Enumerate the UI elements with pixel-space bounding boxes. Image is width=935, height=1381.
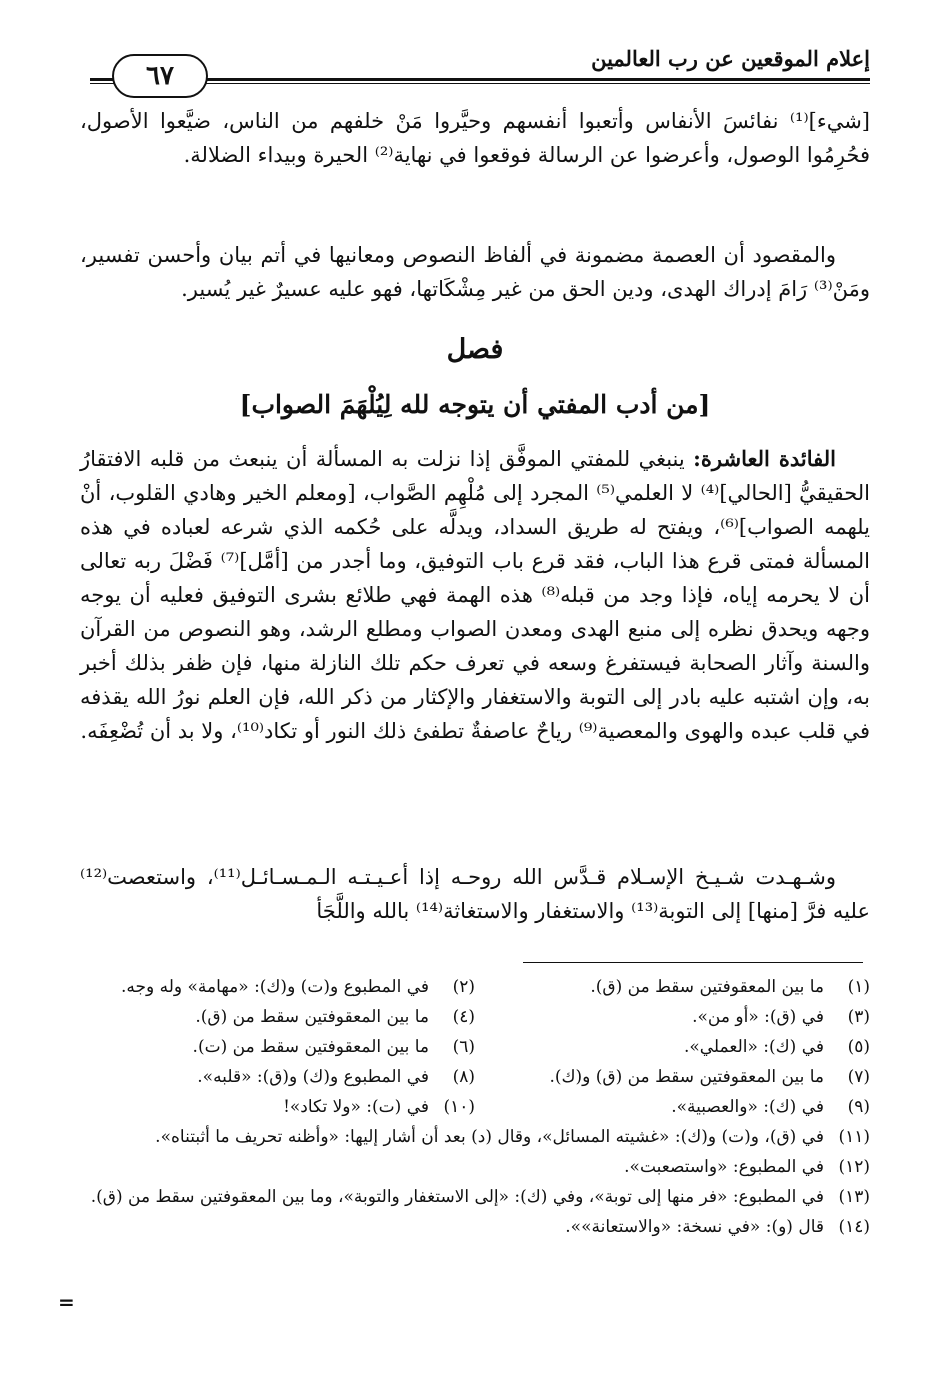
footnote-text: ما بين المعقوفتين سقط من (ق) و(ك). (549, 1067, 824, 1087)
footnote-9 (475, 1092, 870, 1122)
footnote-8 (80, 1062, 475, 1092)
footnote-text: في المطبوع: «فر منها إلى توبة»، وفي (ك): «إلى الاستغفار والتوبة»، وما بين المعقوفتين سقط من (ق). (90, 1187, 824, 1207)
paragraph-2: والمقصود أن العصمة مضمونة في ألفاظ النصوص ومعانيها في أتم بيان وأحسن تفسير، ومَنْ⁽³⁾ رَامَ إدراك الهدى، ودين الحق من غير مِشْكَاتها، فهو عليه عسيرٌ غير يُسير. (80, 243, 870, 301)
footnote-text: في (ق)، و(ت) و(ك): «غشيته المسائل»، وقال (د) بعد أن أشار إليها: «وأظنه تحريف ما أثبتناه». (155, 1127, 824, 1147)
footnote-number: (٧) (847, 1067, 870, 1087)
footnote-text: في المطبوع: «واستصعبت». (624, 1157, 824, 1177)
footnote-row (80, 1002, 870, 1032)
section-heading: فصل (446, 334, 504, 365)
footnote-7 (475, 1062, 870, 1092)
running-header (90, 40, 870, 100)
footnote-number: (٨) (452, 1067, 475, 1087)
footnote-text: في المطبوع و(ك) و(ق): «قلبه». (197, 1067, 429, 1087)
paragraph-4: وشـهـدت شـيـخ الإسـلام قـدَّس الله روحـه إذا أعـيـتـه الـمـسـائـل⁽¹¹⁾، واستعصت⁽¹²⁾ عليه فرَّ [منها] إلى التوبة⁽¹³⁾ والاستغفار والاستغاثة⁽¹⁴⁾ بالله واللَّجَأ (80, 865, 870, 923)
footnote-row (80, 1122, 870, 1152)
continuation-mark: = (58, 1290, 75, 1314)
footnote-text: في (ت): «ولا تكاد»! (283, 1097, 429, 1117)
footnote-number: (١٠) (443, 1097, 475, 1117)
footnote-number: (١٤) (838, 1217, 870, 1237)
header-rule-thin (90, 83, 870, 84)
footnote-text: في (ك): «والعصبية». (671, 1097, 824, 1117)
footnote-row (80, 1062, 870, 1092)
footnote-number: (٩) (847, 1097, 870, 1117)
footnote-14 (80, 1212, 870, 1242)
footnote-text: ما بين المعقوفتين سقط من (ق). (195, 1007, 429, 1027)
footnote-number: (٥) (847, 1037, 870, 1057)
footnote-text: في (ك): «العملي». (683, 1037, 824, 1057)
footnote-11 (80, 1122, 870, 1152)
footnote-separator (523, 962, 863, 963)
footnote-10 (80, 1092, 475, 1122)
footnote-text: في (ق): «أو من». (692, 1007, 824, 1027)
footnote-5 (475, 1032, 870, 1062)
footnote-6 (80, 1032, 475, 1062)
footnote-4 (80, 1002, 475, 1032)
footnote-13 (80, 1182, 870, 1212)
footnote-2 (80, 972, 475, 1002)
footnote-number: (١) (847, 977, 870, 997)
paragraph-3-text: ينبغي للمفتي الموفَّق إذا نزلت به المسألة أن ينبعث من قلبه الافتقارُ الحقيقيُّ [الحالي]⁽⁴⁾ لا العلمي⁽⁵⁾ المجرد إلى مُلْهِم الصَّواب، [ومعلم الخير وهادي القلوب، أنْ يلهمه الصواب]⁽⁶⁾، ويفتح له طريق السداد، ويدلَّه على حُكمه الذي شرعه لعباده في هذه المسألة فمتى قرع هذا الباب، فقد قرع باب التوفيق، وما أجدر من [أمَّل]⁽⁷⁾ فَضْلَ ربه تعالى أن لا يحرمه إياه، فإذا وجد من قبله⁽⁸⁾ هذه الهمة فهي طلائع بشرى التوفيق فعليه أن يوجه وجهه ويحدق نظره إلى منبع الهدى ومعدن الصواب ومطلع الرشد، وهو النصوص من القرآن والسنة وآثار الصحابة فيستفرغ وسعه في تعرف حكم تلك النازلة منها، فإن ظفر بذلك أخبر به، وإن اشتبه عليه بادر إلى التوبة والاستغفار والإكثار من ذكر الله، فإن العلم نورُ الله يقذفه في قلب عبده والهوى والمعصية⁽⁹⁾ رياحٌ عاصفةٌ تطفئ ذلك النور أو تكاد⁽¹⁰⁾، ولا بد أن تُضْعِفَه. (80, 447, 871, 743)
section-subheading: [من أدب المفتي أن يتوجه لله لِيُلْهَمَ الصواب] (239, 390, 711, 419)
footnote-number: (٦) (452, 1037, 475, 1057)
footnote-number: (٤) (452, 1007, 475, 1027)
footnote-row (80, 1032, 870, 1062)
footnote-number: (١٣) (838, 1187, 870, 1207)
footnote-3 (475, 1002, 870, 1032)
footnote-text: قال (و): «في نسخة: «والاستعانة»». (565, 1217, 824, 1237)
footnotes (80, 972, 870, 1242)
footnote-number: (٣) (847, 1007, 870, 1027)
footnote-number: (١١) (838, 1127, 870, 1147)
footnote-row (80, 1092, 870, 1122)
paragraph-3-lead: الفائدة العاشرة: (693, 446, 837, 471)
footnote-row (80, 1212, 870, 1242)
footnote-row (80, 1152, 870, 1182)
footnote-row (80, 972, 870, 1002)
footnote-text: ما بين المعقوفتين سقط من (ق). (590, 977, 824, 997)
footnote-number: (١٢) (838, 1157, 870, 1177)
footnote-1 (475, 972, 870, 1002)
paragraph-1: [شيء]⁽¹⁾ نفائسَ الأنفاس وأتعبوا أنفسهم وحيَّروا مَنْ خلفهم من الناس، ضيَّعوا الأصول، فحُرِمُوا الوصول، وأعرضوا عن الرسالة فوقعوا في نهاية⁽²⁾ الحيرة وبيداء الضلالة. (80, 109, 870, 167)
page-number: ٦٧ (112, 54, 208, 98)
footnote-text: في المطبوع و(ت) و(ك): «مهامة» وله وجه. (120, 977, 429, 997)
footnote-number: (٢) (452, 977, 475, 997)
paragraph-3 (80, 442, 870, 748)
footnote-12 (80, 1152, 870, 1182)
footnote-text: ما بين المعقوفتين سقط من (ت). (192, 1037, 429, 1057)
book-title: إعلام الموقعين عن رب العالمين (591, 46, 870, 71)
